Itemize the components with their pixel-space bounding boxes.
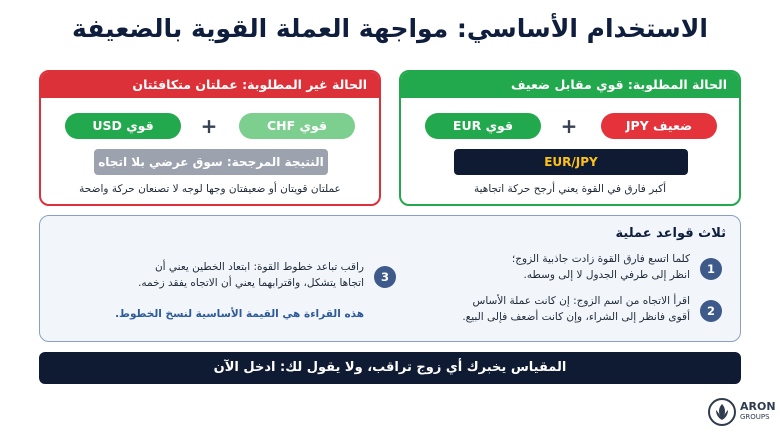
- undesired-case-card: [39, 70, 381, 206]
- desired-case-caption: أكبر فارق في القوة يعني أرجح حركة اتجاهية: [473, 183, 667, 195]
- result-pair-badge: EUR/JPY: [454, 149, 688, 175]
- aron-groups-logo: [708, 398, 774, 428]
- desired-case-card: [399, 70, 741, 206]
- strong-currency-pill: قوي EUR: [425, 113, 541, 139]
- rule-number-badge: 1: [700, 258, 722, 280]
- result-sideways-badge: النتيجة المرجحة: سوق عرضي بلا اتجاه: [94, 149, 328, 175]
- rule-3-line-2: اتجاها يتشكل، واقترابهما يعني أن الاتجاه يفقد زخمه.: [138, 277, 364, 289]
- rule-1-line-2: انظر إلى طرفي الجدول لا إلى وسطه.: [523, 269, 690, 281]
- undesired-case-header: الحالة غير المطلوبة: عملتان متكافئتان: [41, 72, 379, 98]
- rule-3-note: هذه القراءة هي القيمة الأساسية لنسخ الخطوط.: [115, 308, 364, 320]
- rule-1-text: [390, 251, 690, 283]
- leaf-logo-icon: [708, 398, 736, 426]
- desired-case-header: الحالة المطلوبة: قوي مقابل ضعيف: [401, 72, 739, 98]
- logo-subtitle: GROUPS: [740, 413, 770, 421]
- practical-rules-panel: [39, 215, 741, 342]
- currency-b-pill: قوي CHF: [239, 113, 355, 139]
- rules-title: ثلاث قواعد عملية: [615, 226, 726, 241]
- rule-1-line-1: كلما اتسع فارق القوة زادت جاذبية الزوج؛: [511, 253, 690, 265]
- rule-3-text: [64, 259, 364, 291]
- rule-number-badge: 2: [700, 300, 722, 322]
- weak-currency-pill: ضعيف JPY: [601, 113, 717, 139]
- logo-name: ARON: [740, 400, 776, 413]
- plus-icon: +: [560, 114, 578, 138]
- undesired-case-caption: عملتان قويتان أو ضعيفتان وجها لوجه لا تصنعان حركة واضحة: [79, 183, 341, 195]
- plus-icon: +: [200, 114, 218, 138]
- rule-2-line-1: اقرأ الاتجاه من اسم الزوج: إن كانت عملة الأساس: [472, 295, 690, 307]
- page-title: الاستخدام الأساسي: مواجهة العملة القوية بالضعيفة: [72, 14, 708, 43]
- rule-2-line-2: أقوى فانظر إلى الشراء، وإن كانت أضعف فإلى البيع.: [462, 311, 690, 323]
- rule-2-text: [390, 293, 690, 325]
- rule-number-badge: 3: [374, 266, 396, 288]
- currency-a-pill: قوي USD: [65, 113, 181, 139]
- key-message-bar: المقياس يخبرك أي زوج تراقب، ولا يقول لك: ادخل الآن: [39, 352, 741, 384]
- rule-3-line-1: راقب تباعد خطوط القوة: ابتعاد الخطين يعني أن: [154, 261, 364, 273]
